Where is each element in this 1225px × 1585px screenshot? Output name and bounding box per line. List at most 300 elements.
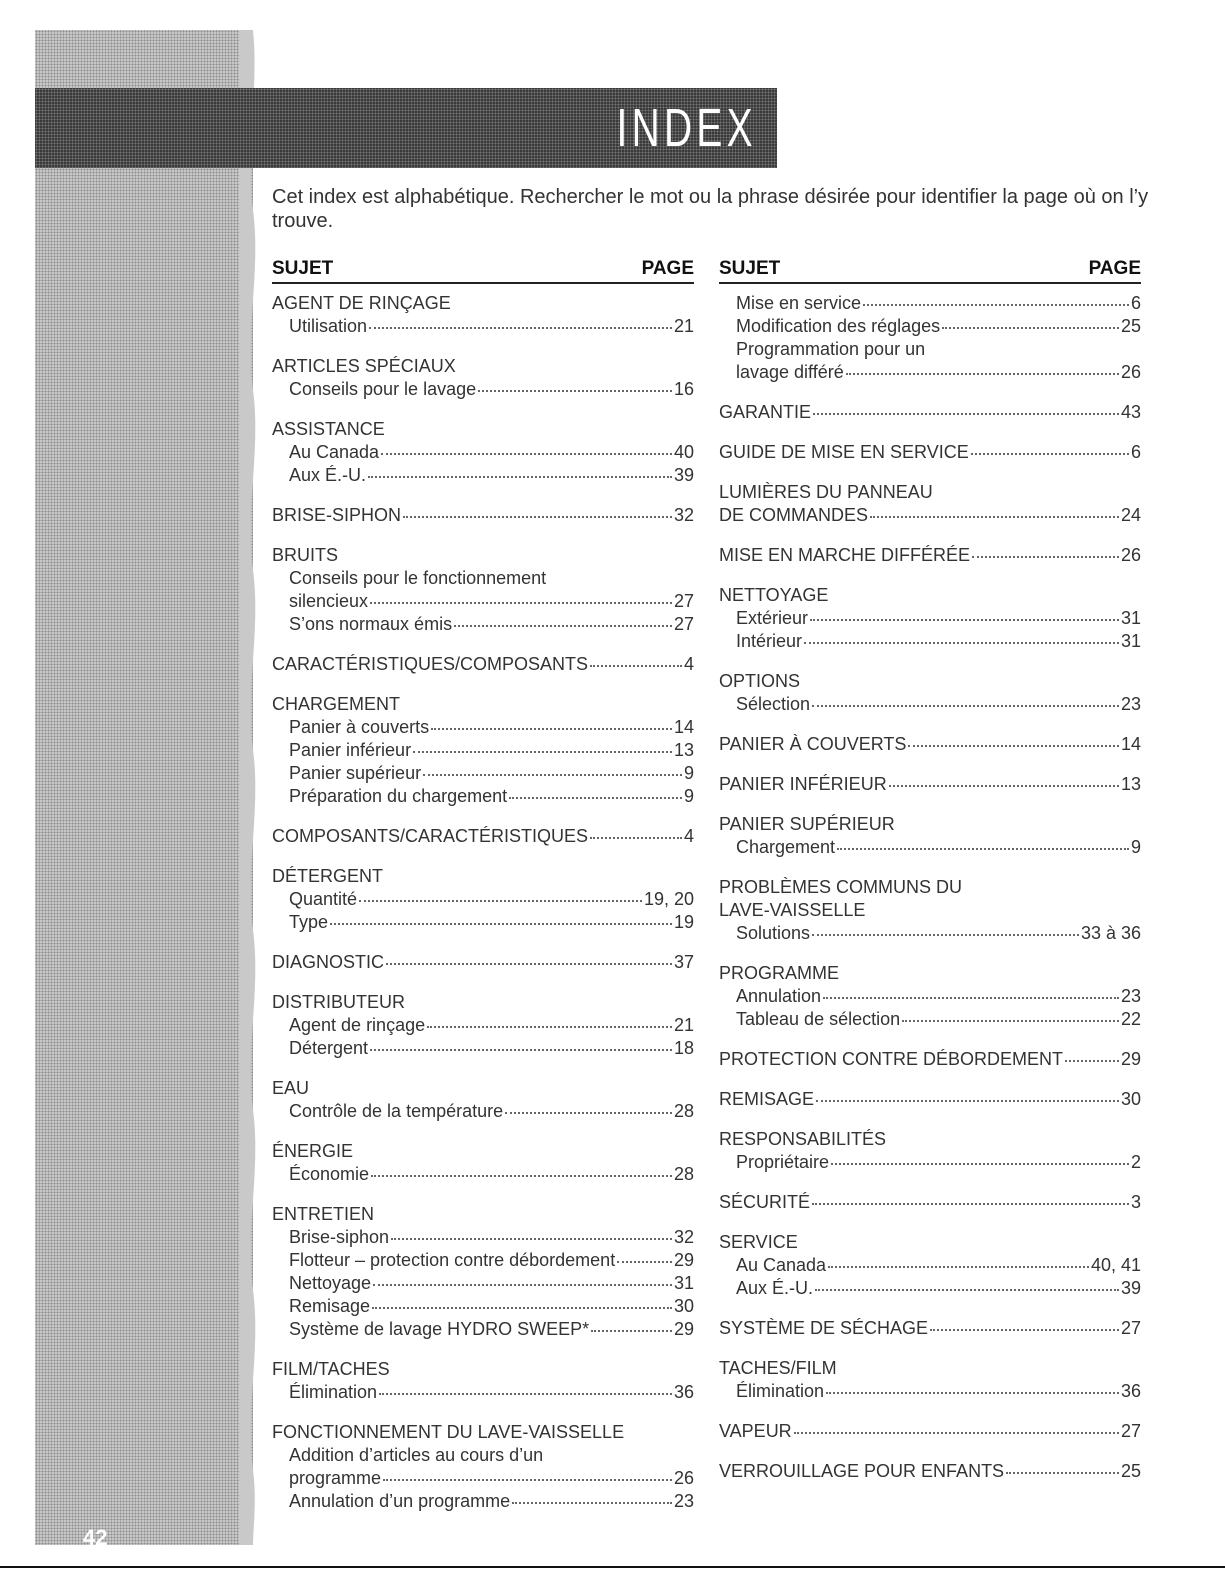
entry-text: Modification des réglages: [736, 316, 941, 336]
entry-page: 29: [673, 1319, 694, 1339]
dot-leader: [812, 1202, 1129, 1205]
dot-leader: [427, 1025, 672, 1028]
entry-text: Intérieur: [736, 631, 803, 651]
entry-page: 33 à 36: [1080, 923, 1141, 943]
index-entry: [719, 1357, 1141, 1403]
entry-text: GUIDE DE MISE EN SERVICE: [719, 442, 969, 462]
index-subentry: [719, 361, 1141, 384]
index-subentry: [719, 836, 1141, 859]
index-heading: [272, 1421, 694, 1444]
index-entry: [719, 1317, 1141, 1340]
index-heading: [272, 1140, 694, 1163]
entry-text: Annulation: [736, 986, 822, 1006]
entry-text: Contrôle de la température: [289, 1101, 504, 1121]
index-heading: [272, 1203, 694, 1226]
entry-text: Au Canada: [736, 1255, 827, 1275]
entry-page: 39: [1120, 1278, 1141, 1298]
dot-leader: [815, 1288, 1119, 1291]
dot-leader: [505, 1111, 672, 1114]
index-subentry: [272, 567, 694, 590]
entry-page: 40: [673, 442, 694, 462]
index-subentry: [272, 613, 694, 636]
index-heading: [719, 1317, 1141, 1340]
dot-leader: [381, 452, 672, 455]
entry-page: 40, 41: [1090, 1255, 1141, 1275]
entry-text: Conseils pour le fonctionnement: [289, 568, 547, 588]
entry-text: PROBLÈMES COMMUNS DU: [719, 877, 963, 897]
index-entry: [719, 670, 1141, 716]
entry-page: 39: [673, 465, 694, 485]
entry-text: ENTRETIEN: [272, 1204, 375, 1224]
entry-text: SÉCURITÉ: [719, 1192, 811, 1212]
index-subentry: [272, 1490, 694, 1513]
entry-text: Chargement: [736, 837, 836, 857]
index-heading: [719, 441, 1141, 464]
index-subentry: [272, 378, 694, 401]
entry-text: Addition d’articles au cours d’un: [289, 1445, 544, 1465]
entry-page: 13: [673, 740, 694, 760]
entry-text: ÉNERGIE: [272, 1141, 354, 1161]
index-heading: [719, 1231, 1141, 1254]
entry-text: BRUITS: [272, 545, 339, 565]
index-subentry: [272, 1163, 694, 1186]
dot-leader: [590, 836, 682, 839]
entry-page: 22: [1120, 1009, 1141, 1029]
title-banner: [35, 88, 777, 168]
dot-leader: [591, 1329, 672, 1332]
index-subentry: [719, 1277, 1141, 1300]
index-subentry: [272, 739, 694, 762]
entry-text: Tableau de sélection: [736, 1009, 901, 1029]
bottom-rule: [0, 1566, 1225, 1568]
entry-page: 27: [673, 591, 694, 611]
entry-page: 25: [1120, 316, 1141, 336]
index-subentry: [719, 607, 1141, 630]
entry-page: 25: [1120, 1461, 1141, 1481]
entry-text: Agent de rinçage: [289, 1015, 426, 1035]
entry-text: Remisage: [289, 1296, 371, 1316]
decorative-sidebar: [35, 30, 253, 1550]
entry-page: 9: [683, 786, 694, 806]
dot-leader: [889, 784, 1119, 787]
entry-page: 27: [673, 614, 694, 634]
entry-text: S’ons normaux émis: [289, 614, 453, 634]
dot-leader: [804, 641, 1119, 644]
dot-leader: [930, 1328, 1119, 1331]
index-entry: [272, 653, 694, 676]
entry-page: 6: [1130, 442, 1141, 462]
page-number: 42: [83, 1525, 108, 1550]
entry-page: 31: [1120, 631, 1141, 651]
index-subentry: [272, 762, 694, 785]
index-heading: [719, 1460, 1141, 1483]
dot-leader: [359, 899, 642, 902]
dot-leader: [370, 1048, 672, 1051]
index-subentry: [719, 315, 1141, 338]
index-subentry: [719, 693, 1141, 716]
entry-page: 13: [1120, 774, 1141, 794]
entry-page: 24: [1120, 505, 1141, 525]
entry-text: Élimination: [289, 1382, 378, 1402]
index-heading: [719, 962, 1141, 985]
dot-leader: [863, 303, 1129, 306]
index-subentry: [719, 922, 1141, 945]
entry-text: DÉTERGENT: [272, 866, 384, 886]
entry-text: Propriétaire: [736, 1152, 830, 1172]
index-heading: [719, 401, 1141, 424]
index-heading: [272, 951, 694, 974]
index-subentry: [272, 1037, 694, 1060]
dot-leader: [816, 1099, 1119, 1102]
entry-text: Quantité: [289, 889, 358, 909]
index-entry: [719, 733, 1141, 756]
dot-leader: [813, 412, 1119, 415]
entry-text: DISTRIBUTEUR: [272, 992, 406, 1012]
entry-text: PANIER INFÉRIEUR: [719, 774, 887, 794]
index-heading: [719, 1191, 1141, 1214]
entry-text: Panier inférieur: [289, 740, 412, 760]
index-subentry: [719, 985, 1141, 1008]
entry-page: 32: [673, 1227, 694, 1247]
index-entry: [719, 962, 1141, 1031]
index-column-left: [272, 256, 694, 1530]
dot-leader: [1065, 1059, 1119, 1062]
entry-text: Nettoyage: [289, 1273, 372, 1293]
wavy-edge-decoration: [239, 30, 267, 1545]
entry-text: AGENT DE RINÇAGE: [272, 293, 451, 313]
entry-text: Élimination: [736, 1381, 825, 1401]
index-entry: [719, 876, 1141, 945]
entry-page: 37: [673, 952, 694, 972]
dot-leader: [454, 624, 672, 627]
entry-text: CARACTÉRISTIQUES/COMPOSANTS: [272, 654, 589, 674]
index-subentry: [272, 1226, 694, 1249]
index-heading: [272, 418, 694, 441]
subject-header: SUJET: [719, 258, 781, 279]
dot-leader: [509, 796, 682, 799]
dot-leader: [413, 750, 672, 753]
index-entry: [719, 813, 1141, 859]
index-entry: [719, 544, 1141, 567]
index-heading: [719, 1128, 1141, 1151]
index-subentry: [272, 464, 694, 487]
entry-page: 36: [673, 1382, 694, 1402]
entry-text: ARTICLES SPÉCIAUX: [272, 356, 456, 376]
entry-page: 27: [1120, 1421, 1141, 1441]
index-entry: [719, 584, 1141, 653]
entry-page: 14: [1120, 734, 1141, 754]
index-heading: [272, 653, 694, 676]
dot-leader: [617, 1260, 672, 1263]
entry-page: 26: [1120, 545, 1141, 565]
index-heading: [719, 670, 1141, 693]
index-entry: [719, 1128, 1141, 1174]
entry-text: Détergent: [289, 1038, 369, 1058]
dot-leader: [512, 1501, 672, 1504]
index-subentry: [272, 888, 694, 911]
entry-page: 31: [1120, 608, 1141, 628]
entry-text: Système de lavage HYDRO SWEEP*: [289, 1319, 590, 1339]
entry-text: SYSTÈME DE SÉCHAGE: [719, 1318, 929, 1338]
dot-leader: [812, 933, 1079, 936]
entry-text: Préparation du chargement: [289, 786, 508, 806]
index-entry: [272, 504, 694, 527]
dot-leader: [590, 664, 682, 667]
entry-page: 4: [683, 826, 694, 846]
entry-text: Utilisation: [289, 316, 368, 336]
dot-leader: [1006, 1471, 1119, 1474]
entry-text: PANIER SUPÉRIEUR: [719, 814, 895, 834]
index-heading: [272, 825, 694, 848]
index-heading: [272, 544, 694, 567]
index-subentry: [272, 315, 694, 338]
index-subentry: [272, 1295, 694, 1318]
entry-text: Type: [289, 912, 329, 932]
index-heading: [272, 292, 694, 315]
index-heading: [272, 991, 694, 1014]
dot-leader: [370, 601, 672, 604]
entry-page: 23: [1120, 986, 1141, 1006]
index-heading: [719, 773, 1141, 796]
index-heading: [719, 544, 1141, 567]
index-subentry: [719, 338, 1141, 361]
index-subentry: [719, 1380, 1141, 1403]
entry-text: OPTIONS: [719, 671, 801, 691]
index-subentry: [719, 292, 1141, 315]
entry-page: 9: [683, 763, 694, 783]
index-entry: [272, 991, 694, 1060]
index-heading: [272, 1358, 694, 1381]
entry-page: 26: [673, 1468, 694, 1488]
index-heading: [719, 584, 1141, 607]
entry-page: 4: [683, 654, 694, 674]
entry-text: Brise-siphon: [289, 1227, 390, 1247]
dot-leader: [391, 1237, 672, 1240]
entry-page: 23: [1120, 694, 1141, 714]
dot-leader: [369, 326, 672, 329]
entry-text: MISE EN MARCHE DIFFÉRÉE: [719, 545, 971, 565]
page-title: INDEX: [616, 98, 757, 158]
entry-page: 28: [673, 1101, 694, 1121]
entry-text: PROTECTION CONTRE DÉBORDEMENT: [719, 1049, 1064, 1069]
entry-text: DIAGNOSTIC: [272, 952, 385, 972]
entry-page: 2: [1130, 1152, 1141, 1172]
dot-leader: [810, 618, 1119, 621]
dot-leader: [846, 372, 1119, 375]
entry-text: FILM/TACHES: [272, 1359, 390, 1379]
entry-page: 27: [1120, 1318, 1141, 1338]
entry-text: COMPOSANTS/CARACTÉRISTIQUES: [272, 826, 589, 846]
entry-page: 31: [673, 1273, 694, 1293]
dot-leader: [828, 1265, 1089, 1268]
entry-text: Programmation pour un: [736, 339, 926, 359]
dot-leader: [908, 744, 1119, 747]
entry-text: Mise en service: [736, 293, 862, 313]
dot-leader: [902, 1019, 1119, 1022]
entry-page: 6: [1130, 293, 1141, 313]
index-subentry: [719, 1254, 1141, 1277]
dot-leader: [379, 1392, 672, 1395]
index-heading: [719, 1420, 1141, 1443]
entry-page: 29: [673, 1250, 694, 1270]
entry-text: Flotteur – protection contre débordement: [289, 1250, 616, 1270]
entry-page: 43: [1120, 402, 1141, 422]
index-entry: [272, 865, 694, 934]
entry-page: 9: [1130, 837, 1141, 857]
entry-text: VAPEUR: [719, 1421, 792, 1441]
index-entry: [719, 1088, 1141, 1111]
entry-text: FONCTIONNEMENT DU LAVE-VAISSELLE: [272, 1422, 625, 1442]
index-entry: [272, 292, 694, 338]
dot-leader: [826, 1391, 1119, 1394]
dot-leader: [478, 389, 672, 392]
entry-text: DE COMMANDES: [719, 505, 869, 525]
index-subentry: [272, 1318, 694, 1341]
index-heading: [719, 1088, 1141, 1111]
entry-text: CHARGEMENT: [272, 694, 401, 714]
index-entry: [272, 1203, 694, 1341]
index-entry: [272, 825, 694, 848]
dot-leader: [431, 727, 672, 730]
entry-text: LUMIÈRES DU PANNEAU: [719, 482, 933, 502]
entry-text: LAVE-VAISSELLE: [719, 900, 866, 920]
index-heading: [272, 1077, 694, 1100]
dot-leader: [972, 555, 1119, 558]
dot-leader: [831, 1162, 1129, 1165]
subject-header: SUJET: [272, 258, 334, 279]
entry-page: 23: [673, 1491, 694, 1511]
index-heading: [272, 355, 694, 378]
index-entry: [719, 1048, 1141, 1071]
index-heading: [719, 876, 1141, 899]
entry-page: 26: [1120, 362, 1141, 382]
entry-page: 21: [673, 1015, 694, 1035]
dot-leader: [942, 326, 1119, 329]
index-entries: [719, 292, 1141, 1483]
entry-text: Extérieur: [736, 608, 809, 628]
index-entries: [272, 292, 694, 1513]
index-subentry: [272, 1467, 694, 1490]
index-heading: [719, 1357, 1141, 1380]
index-subentry: [272, 1249, 694, 1272]
entry-text: EAU: [272, 1078, 310, 1098]
entry-text: ASSISTANCE: [272, 419, 385, 439]
entry-text: Aux É.-U.: [736, 1278, 814, 1298]
dot-leader: [812, 704, 1119, 707]
entry-page: 3: [1130, 1192, 1141, 1212]
dot-leader: [372, 1306, 672, 1309]
entry-text: Panier supérieur: [289, 763, 422, 783]
dot-leader: [823, 996, 1119, 999]
index-entry: [272, 693, 694, 808]
dot-leader: [794, 1431, 1119, 1434]
entry-text: REMISAGE: [719, 1089, 815, 1109]
entry-text: BRISE-SIPHON: [272, 505, 402, 525]
dot-leader: [870, 515, 1119, 518]
index-entry: [719, 1231, 1141, 1300]
entry-text: Aux É.-U.: [289, 465, 367, 485]
index-heading: [719, 813, 1141, 836]
intro-paragraph: Cet index est alphabétique. Rechercher le mot ou la phrase désirée pour identifier la page où on l’y trouve.: [272, 186, 1149, 232]
entry-text: silencieux: [289, 591, 369, 611]
dot-leader: [373, 1283, 672, 1286]
index-entry: [719, 1191, 1141, 1214]
entry-text: Annulation d’un programme: [289, 1491, 511, 1511]
entry-text: SERVICE: [719, 1232, 798, 1252]
dot-leader: [423, 773, 682, 776]
dot-leader: [971, 452, 1129, 455]
index-entry: [272, 1077, 694, 1123]
entry-text: Conseils pour le lavage: [289, 379, 477, 399]
dot-leader: [383, 1478, 672, 1481]
index-subentry: [272, 1444, 694, 1467]
entry-text: Panier à couverts: [289, 717, 430, 737]
index-entry: [272, 1421, 694, 1513]
index-subentry: [272, 716, 694, 739]
entry-text: programme: [289, 1468, 382, 1488]
column-header: [272, 256, 694, 284]
entry-page: 36: [1120, 1381, 1141, 1401]
entry-page: 19, 20: [643, 889, 694, 909]
dot-leader: [371, 1174, 672, 1177]
entry-text: lavage différé: [736, 362, 844, 382]
dot-leader: [386, 962, 672, 965]
index-entry: [719, 481, 1141, 527]
index-entry: [272, 951, 694, 974]
index-entry: [272, 1358, 694, 1404]
index-heading: [272, 865, 694, 888]
index-subentry: [272, 1100, 694, 1123]
index-entry: [272, 355, 694, 401]
index-subentry: [719, 630, 1141, 653]
index-heading: [272, 504, 694, 527]
index-entry: [719, 1460, 1141, 1483]
entry-page: 30: [1120, 1089, 1141, 1109]
entry-text: Solutions: [736, 923, 811, 943]
index-subentry: [272, 1014, 694, 1037]
entry-page: 29: [1120, 1049, 1141, 1069]
page-header: PAGE: [641, 258, 694, 279]
index-subentry: [272, 1381, 694, 1404]
index-entry: [719, 1420, 1141, 1443]
index-entry: [719, 401, 1141, 424]
entry-text: Sélection: [736, 694, 811, 714]
index-heading: [719, 504, 1141, 527]
entry-text: Au Canada: [289, 442, 380, 462]
entry-text: RESPONSABILITÉS: [719, 1129, 887, 1149]
index-entry: [719, 773, 1141, 796]
entry-page: 16: [673, 379, 694, 399]
index-entry: [719, 292, 1141, 384]
index-heading: [719, 1048, 1141, 1071]
index-column-right: [719, 256, 1141, 1500]
index-subentry: [719, 1151, 1141, 1174]
entry-page: 14: [673, 717, 694, 737]
entry-text: GARANTIE: [719, 402, 812, 422]
entry-text: TACHES/FILM: [719, 1358, 837, 1378]
entry-page: 28: [673, 1164, 694, 1184]
entry-text: VERROUILLAGE POUR ENFANTS: [719, 1461, 1005, 1481]
entry-page: 21: [673, 316, 694, 336]
index-entry: [272, 544, 694, 636]
index-heading: [719, 899, 1141, 922]
index-subentry: [272, 441, 694, 464]
dot-leader: [330, 922, 672, 925]
dot-leader: [368, 475, 672, 478]
column-header: [719, 256, 1141, 284]
index-entry: [272, 418, 694, 487]
index-subentry: [272, 911, 694, 934]
